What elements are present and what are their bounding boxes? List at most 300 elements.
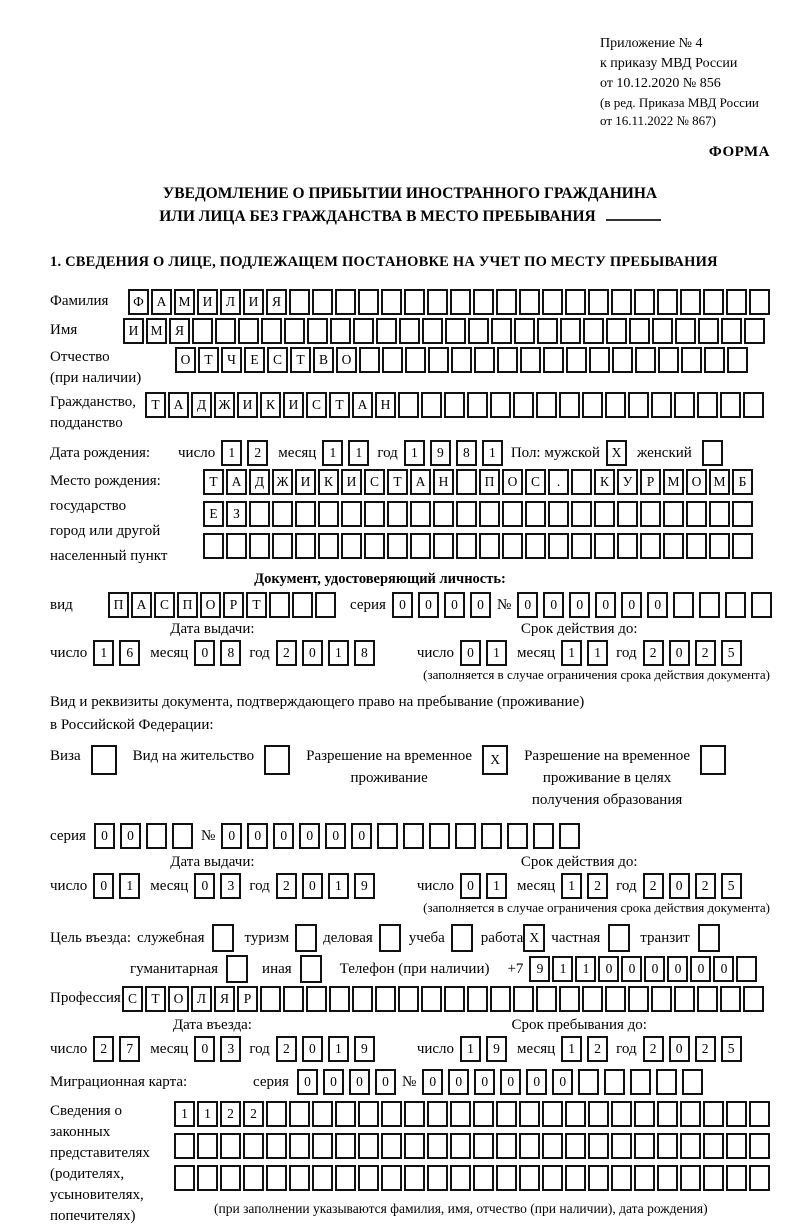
char-box[interactable] <box>330 318 351 344</box>
char-box[interactable]: 1 <box>561 1036 582 1062</box>
char-box[interactable]: 0 <box>392 592 413 618</box>
char-box[interactable] <box>405 347 426 373</box>
sex-female-checkbox[interactable] <box>702 440 723 466</box>
char-box[interactable] <box>312 1101 333 1127</box>
purpose-other-checkbox[interactable] <box>300 955 322 983</box>
char-box[interactable]: 1 <box>221 440 242 466</box>
char-box[interactable]: 0 <box>647 592 668 618</box>
char-box[interactable]: И <box>197 289 218 315</box>
res-valid-day[interactable] <box>460 873 507 899</box>
char-box[interactable] <box>612 347 633 373</box>
char-box[interactable] <box>566 347 587 373</box>
char-box[interactable] <box>427 1133 448 1159</box>
char-box[interactable] <box>146 823 167 849</box>
char-box[interactable]: И <box>243 289 264 315</box>
char-box[interactable] <box>410 533 431 559</box>
char-box[interactable] <box>709 533 730 559</box>
char-box[interactable] <box>704 347 725 373</box>
char-box[interactable]: М <box>174 289 195 315</box>
res-series-input[interactable] <box>94 823 193 849</box>
char-box[interactable]: 5 <box>721 873 742 899</box>
char-box[interactable] <box>264 745 290 775</box>
birth-year-input[interactable] <box>404 440 503 466</box>
char-box[interactable]: Ж <box>214 392 235 418</box>
char-box[interactable] <box>519 1165 540 1191</box>
char-box[interactable] <box>611 1133 632 1159</box>
res-number-input[interactable] <box>221 823 580 849</box>
char-box[interactable] <box>335 1165 356 1191</box>
char-box[interactable] <box>542 1165 563 1191</box>
char-box[interactable] <box>451 347 472 373</box>
char-box[interactable] <box>608 924 630 952</box>
char-box[interactable] <box>657 1165 678 1191</box>
char-box[interactable] <box>220 1165 241 1191</box>
char-box[interactable] <box>726 1165 747 1191</box>
char-box[interactable] <box>364 501 385 527</box>
char-box[interactable]: А <box>352 392 373 418</box>
char-box[interactable]: Т <box>145 986 166 1012</box>
char-box[interactable]: О <box>168 986 189 1012</box>
char-box[interactable]: 1 <box>348 440 369 466</box>
char-box[interactable] <box>611 289 632 315</box>
doc-number-input[interactable] <box>517 592 772 618</box>
char-box[interactable]: Л <box>191 986 212 1012</box>
char-box[interactable]: З <box>226 501 247 527</box>
char-box[interactable] <box>312 1133 333 1159</box>
char-box[interactable] <box>611 1165 632 1191</box>
char-box[interactable] <box>571 469 592 495</box>
char-box[interactable] <box>681 347 702 373</box>
char-box[interactable] <box>429 823 450 849</box>
char-box[interactable] <box>318 533 339 559</box>
char-box[interactable] <box>743 986 764 1012</box>
char-box[interactable] <box>673 592 694 618</box>
char-box[interactable] <box>496 1165 517 1191</box>
char-box[interactable]: К <box>318 469 339 495</box>
char-box[interactable]: 0 <box>460 640 481 666</box>
char-box[interactable] <box>272 533 293 559</box>
legal-reps-input-line1[interactable] <box>174 1101 770 1127</box>
char-box[interactable] <box>403 823 424 849</box>
char-box[interactable] <box>444 392 465 418</box>
char-box[interactable]: С <box>364 469 385 495</box>
char-box[interactable] <box>617 501 638 527</box>
char-box[interactable] <box>450 1165 471 1191</box>
temp-residence-edu-checkbox[interactable] <box>700 745 726 775</box>
purpose-work-checkbox[interactable] <box>523 924 545 952</box>
char-box[interactable] <box>594 533 615 559</box>
char-box[interactable] <box>341 501 362 527</box>
sex-male-checkbox[interactable] <box>606 440 627 466</box>
char-box[interactable] <box>220 1133 241 1159</box>
char-box[interactable]: А <box>410 469 431 495</box>
char-box[interactable]: 0 <box>595 592 616 618</box>
char-box[interactable] <box>289 1133 310 1159</box>
given-name-input[interactable] <box>123 318 765 344</box>
char-box[interactable]: X <box>606 440 627 466</box>
char-box[interactable] <box>249 501 270 527</box>
char-box[interactable]: 0 <box>621 956 642 982</box>
char-box[interactable]: Т <box>329 392 350 418</box>
char-box[interactable] <box>657 289 678 315</box>
char-box[interactable]: А <box>131 592 152 618</box>
citizenship-input[interactable] <box>145 392 764 418</box>
char-box[interactable] <box>398 392 419 418</box>
char-box[interactable] <box>630 1069 651 1095</box>
char-box[interactable]: 2 <box>247 440 268 466</box>
char-box[interactable] <box>686 533 707 559</box>
char-box[interactable]: Ж <box>272 469 293 495</box>
char-box[interactable]: Т <box>246 592 267 618</box>
char-box[interactable] <box>525 501 546 527</box>
entry-year[interactable] <box>276 1036 375 1062</box>
char-box[interactable] <box>680 1101 701 1127</box>
char-box[interactable]: Т <box>198 347 219 373</box>
res-issue-day[interactable] <box>93 873 140 899</box>
char-box[interactable]: 0 <box>221 823 242 849</box>
patronymic-input[interactable] <box>175 347 748 373</box>
char-box[interactable]: Ч <box>221 347 242 373</box>
char-box[interactable] <box>732 501 753 527</box>
char-box[interactable] <box>226 955 248 983</box>
char-box[interactable]: 0 <box>323 1069 344 1095</box>
char-box[interactable]: 3 <box>220 1036 241 1062</box>
char-box[interactable]: Е <box>244 347 265 373</box>
char-box[interactable] <box>197 1133 218 1159</box>
char-box[interactable] <box>611 1101 632 1127</box>
char-box[interactable]: Я <box>266 289 287 315</box>
char-box[interactable] <box>358 1133 379 1159</box>
char-box[interactable] <box>358 289 379 315</box>
stay-year[interactable] <box>643 1036 742 1062</box>
char-box[interactable] <box>682 1069 703 1095</box>
char-box[interactable]: Ф <box>128 289 149 315</box>
char-box[interactable] <box>542 289 563 315</box>
char-box[interactable]: 0 <box>422 1069 443 1095</box>
char-box[interactable] <box>559 823 580 849</box>
char-box[interactable] <box>663 533 684 559</box>
char-box[interactable]: 0 <box>448 1069 469 1095</box>
char-box[interactable] <box>651 986 672 1012</box>
char-box[interactable] <box>399 318 420 344</box>
char-box[interactable] <box>749 1133 770 1159</box>
char-box[interactable] <box>421 986 442 1012</box>
res-valid-month[interactable] <box>561 873 608 899</box>
char-box[interactable] <box>617 533 638 559</box>
char-box[interactable]: 0 <box>598 956 619 982</box>
char-box[interactable] <box>300 955 322 983</box>
res-valid-year[interactable] <box>643 873 742 899</box>
char-box[interactable] <box>744 318 765 344</box>
char-box[interactable] <box>565 1165 586 1191</box>
char-box[interactable]: С <box>154 592 175 618</box>
purpose-humanitarian-checkbox[interactable] <box>226 955 248 983</box>
char-box[interactable] <box>473 1133 494 1159</box>
char-box[interactable] <box>697 986 718 1012</box>
char-box[interactable] <box>490 986 511 1012</box>
char-box[interactable] <box>421 392 442 418</box>
char-box[interactable]: 2 <box>93 1036 114 1062</box>
char-box[interactable]: И <box>237 392 258 418</box>
char-box[interactable] <box>479 501 500 527</box>
char-box[interactable]: 0 <box>713 956 734 982</box>
char-box[interactable] <box>542 1133 563 1159</box>
char-box[interactable] <box>537 318 558 344</box>
char-box[interactable]: С <box>267 347 288 373</box>
char-box[interactable] <box>358 1165 379 1191</box>
char-box[interactable]: 9 <box>529 956 550 982</box>
char-box[interactable]: 7 <box>119 1036 140 1062</box>
char-box[interactable] <box>606 318 627 344</box>
char-box[interactable] <box>634 1165 655 1191</box>
char-box[interactable]: Н <box>433 469 454 495</box>
char-box[interactable] <box>720 986 741 1012</box>
birthplace-input-line3[interactable] <box>203 533 753 559</box>
char-box[interactable] <box>306 986 327 1012</box>
char-box[interactable] <box>732 533 753 559</box>
char-box[interactable]: 0 <box>690 956 711 982</box>
char-box[interactable]: 2 <box>643 1036 664 1062</box>
char-box[interactable] <box>635 347 656 373</box>
char-box[interactable] <box>652 318 673 344</box>
char-box[interactable] <box>451 924 473 952</box>
char-box[interactable]: 0 <box>349 1069 370 1095</box>
char-box[interactable]: 1 <box>482 440 503 466</box>
char-box[interactable] <box>588 1101 609 1127</box>
profession-input[interactable] <box>122 986 764 1012</box>
char-box[interactable]: И <box>283 392 304 418</box>
char-box[interactable]: М <box>663 469 684 495</box>
entry-month[interactable] <box>194 1036 241 1062</box>
char-box[interactable] <box>605 392 626 418</box>
char-box[interactable] <box>289 289 310 315</box>
char-box[interactable]: 2 <box>643 873 664 899</box>
char-box[interactable]: О <box>686 469 707 495</box>
char-box[interactable] <box>571 501 592 527</box>
char-box[interactable] <box>604 1069 625 1095</box>
char-box[interactable]: 0 <box>517 592 538 618</box>
char-box[interactable] <box>226 533 247 559</box>
char-box[interactable] <box>266 1133 287 1159</box>
char-box[interactable] <box>404 1101 425 1127</box>
char-box[interactable] <box>433 501 454 527</box>
char-box[interactable] <box>387 533 408 559</box>
char-box[interactable]: Н <box>375 392 396 418</box>
char-box[interactable] <box>295 533 316 559</box>
char-box[interactable]: Я <box>214 986 235 1012</box>
char-box[interactable]: 0 <box>93 873 114 899</box>
char-box[interactable] <box>381 1165 402 1191</box>
char-box[interactable]: 9 <box>430 440 451 466</box>
char-box[interactable] <box>588 1165 609 1191</box>
char-box[interactable] <box>364 533 385 559</box>
char-box[interactable] <box>284 318 305 344</box>
char-box[interactable] <box>404 1133 425 1159</box>
char-box[interactable] <box>680 1133 701 1159</box>
char-box[interactable]: 1 <box>552 956 573 982</box>
char-box[interactable] <box>474 347 495 373</box>
char-box[interactable]: 9 <box>354 873 375 899</box>
char-box[interactable] <box>674 392 695 418</box>
char-box[interactable]: У <box>617 469 638 495</box>
char-box[interactable] <box>174 1133 195 1159</box>
char-box[interactable] <box>341 533 362 559</box>
char-box[interactable] <box>589 347 610 373</box>
birth-month-input[interactable] <box>322 440 369 466</box>
char-box[interactable]: 0 <box>470 592 491 618</box>
char-box[interactable]: 1 <box>328 640 349 666</box>
char-box[interactable] <box>519 289 540 315</box>
char-box[interactable]: 0 <box>247 823 268 849</box>
char-box[interactable] <box>289 1165 310 1191</box>
char-box[interactable] <box>467 392 488 418</box>
char-box[interactable]: 0 <box>543 592 564 618</box>
char-box[interactable]: 2 <box>220 1101 241 1127</box>
char-box[interactable] <box>312 1165 333 1191</box>
char-box[interactable] <box>519 1133 540 1159</box>
char-box[interactable]: 2 <box>695 640 716 666</box>
char-box[interactable]: Р <box>237 986 258 1012</box>
char-box[interactable] <box>289 1101 310 1127</box>
char-box[interactable] <box>703 1101 724 1127</box>
residence-permit-checkbox[interactable] <box>264 745 290 775</box>
char-box[interactable] <box>536 986 557 1012</box>
char-box[interactable]: 0 <box>460 873 481 899</box>
char-box[interactable]: 0 <box>302 873 323 899</box>
char-box[interactable]: 2 <box>276 640 297 666</box>
char-box[interactable] <box>703 289 724 315</box>
char-box[interactable]: Б <box>732 469 753 495</box>
char-box[interactable] <box>514 318 535 344</box>
char-box[interactable]: 1 <box>575 956 596 982</box>
char-box[interactable] <box>404 289 425 315</box>
char-box[interactable] <box>456 501 477 527</box>
char-box[interactable] <box>427 1165 448 1191</box>
char-box[interactable] <box>721 318 742 344</box>
char-box[interactable] <box>628 392 649 418</box>
char-box[interactable] <box>548 533 569 559</box>
char-box[interactable] <box>543 347 564 373</box>
char-box[interactable]: К <box>260 392 281 418</box>
doc-type-input[interactable] <box>108 592 336 618</box>
char-box[interactable]: 2 <box>243 1101 264 1127</box>
char-box[interactable] <box>491 318 512 344</box>
purpose-tourism-checkbox[interactable] <box>295 924 317 952</box>
char-box[interactable]: О <box>502 469 523 495</box>
char-box[interactable]: 1 <box>486 640 507 666</box>
char-box[interactable]: 1 <box>587 640 608 666</box>
char-box[interactable] <box>450 1133 471 1159</box>
char-box[interactable] <box>559 986 580 1012</box>
char-box[interactable] <box>445 318 466 344</box>
char-box[interactable] <box>680 289 701 315</box>
char-box[interactable] <box>657 1133 678 1159</box>
char-box[interactable]: 0 <box>621 592 642 618</box>
char-box[interactable] <box>427 289 448 315</box>
char-box[interactable] <box>743 392 764 418</box>
char-box[interactable] <box>381 289 402 315</box>
char-box[interactable]: 0 <box>500 1069 521 1095</box>
char-box[interactable]: . <box>548 469 569 495</box>
char-box[interactable] <box>588 289 609 315</box>
char-box[interactable] <box>496 1133 517 1159</box>
char-box[interactable]: Л <box>220 289 241 315</box>
char-box[interactable] <box>497 347 518 373</box>
char-box[interactable] <box>565 1133 586 1159</box>
char-box[interactable]: И <box>123 318 144 344</box>
char-box[interactable] <box>749 289 770 315</box>
char-box[interactable]: 6 <box>119 640 140 666</box>
char-box[interactable] <box>312 289 333 315</box>
char-box[interactable]: 5 <box>721 1036 742 1062</box>
char-box[interactable] <box>387 501 408 527</box>
char-box[interactable] <box>634 1101 655 1127</box>
char-box[interactable]: И <box>341 469 362 495</box>
char-box[interactable]: 0 <box>194 640 215 666</box>
phone-input[interactable] <box>529 956 757 982</box>
char-box[interactable]: Т <box>203 469 224 495</box>
char-box[interactable] <box>634 289 655 315</box>
char-box[interactable]: 1 <box>119 873 140 899</box>
char-box[interactable]: 1 <box>328 873 349 899</box>
char-box[interactable] <box>381 1133 402 1159</box>
char-box[interactable] <box>91 745 117 775</box>
char-box[interactable] <box>594 501 615 527</box>
char-box[interactable] <box>307 318 328 344</box>
char-box[interactable] <box>697 392 718 418</box>
char-box[interactable]: 0 <box>94 823 115 849</box>
char-box[interactable] <box>725 592 746 618</box>
char-box[interactable] <box>467 986 488 1012</box>
char-box[interactable]: Я <box>169 318 190 344</box>
char-box[interactable] <box>578 1069 599 1095</box>
char-box[interactable]: 1 <box>561 640 582 666</box>
char-box[interactable] <box>433 533 454 559</box>
char-box[interactable]: 1 <box>486 873 507 899</box>
char-box[interactable]: С <box>122 986 143 1012</box>
char-box[interactable] <box>703 1165 724 1191</box>
char-box[interactable] <box>502 533 523 559</box>
char-box[interactable] <box>192 318 213 344</box>
doc-valid-year[interactable] <box>643 640 742 666</box>
char-box[interactable] <box>269 592 290 618</box>
char-box[interactable]: 2 <box>276 1036 297 1062</box>
char-box[interactable] <box>629 318 650 344</box>
char-box[interactable]: 5 <box>721 640 742 666</box>
char-box[interactable] <box>656 1069 677 1095</box>
char-box[interactable] <box>272 501 293 527</box>
char-box[interactable] <box>726 1133 747 1159</box>
legal-reps-input-line3[interactable] <box>174 1165 770 1191</box>
char-box[interactable]: 0 <box>444 592 465 618</box>
char-box[interactable]: 0 <box>526 1069 547 1095</box>
char-box[interactable]: Р <box>223 592 244 618</box>
char-box[interactable]: 1 <box>460 1036 481 1062</box>
char-box[interactable] <box>496 289 517 315</box>
char-box[interactable] <box>675 318 696 344</box>
char-box[interactable]: Т <box>387 469 408 495</box>
char-box[interactable] <box>203 533 224 559</box>
char-box[interactable] <box>359 347 380 373</box>
char-box[interactable]: Д <box>249 469 270 495</box>
char-box[interactable] <box>525 533 546 559</box>
char-box[interactable] <box>674 986 695 1012</box>
char-box[interactable] <box>702 440 723 466</box>
char-box[interactable]: 1 <box>404 440 425 466</box>
char-box[interactable]: 0 <box>302 1036 323 1062</box>
birthplace-input-line1[interactable] <box>203 469 753 495</box>
char-box[interactable] <box>238 318 259 344</box>
